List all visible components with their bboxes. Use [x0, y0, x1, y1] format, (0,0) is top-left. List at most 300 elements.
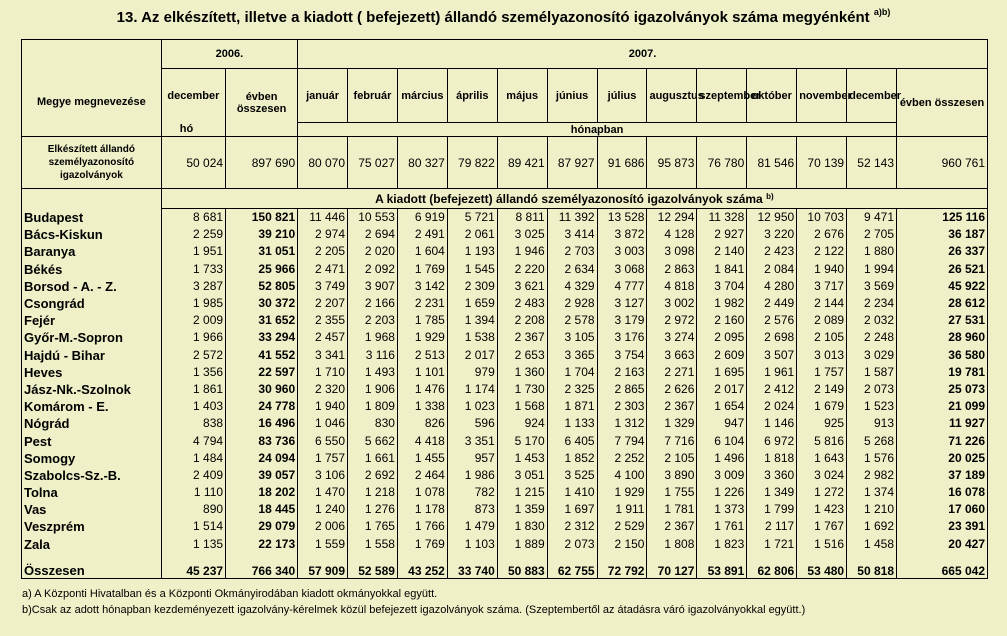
cell-value: 1 046 — [298, 415, 348, 432]
table-row — [22, 518, 988, 535]
cell-value: 5 721 — [447, 209, 497, 227]
cell-value: 1 929 — [597, 484, 647, 501]
cell-value: 1 538 — [447, 329, 497, 346]
cell-value: 3 749 — [298, 278, 348, 295]
cell-value: 913 — [847, 415, 897, 432]
cell-value: 1 697 — [547, 501, 597, 518]
county-name: Vas — [22, 501, 162, 518]
cell-value: 3 116 — [348, 347, 398, 364]
table-row — [22, 295, 988, 312]
cell-value: 3 890 — [647, 467, 697, 484]
header-month-6: július — [597, 69, 647, 123]
cell-value: 2 972 — [647, 312, 697, 329]
cell-value: 26 337 — [897, 243, 988, 260]
cell-value: 3 507 — [747, 347, 797, 364]
cell-value: 3 287 — [161, 278, 225, 295]
cell-value: 2 248 — [847, 329, 897, 346]
table-row — [22, 312, 988, 329]
cell-value: 1 410 — [547, 484, 597, 501]
cell-value: 2 423 — [747, 243, 797, 260]
cell-value: 826 — [397, 415, 447, 432]
cell-value: 3 717 — [797, 278, 847, 295]
cell-value: 3 365 — [547, 347, 597, 364]
cell-value: 1 135 — [161, 536, 225, 553]
cell-value: 62 755 — [547, 553, 597, 579]
county-name: Heves — [22, 364, 162, 381]
cell-value: 8 811 — [497, 209, 547, 227]
cell-value: 1 704 — [547, 364, 597, 381]
cell-value: 2 927 — [697, 226, 747, 243]
cell-value: 2 491 — [397, 226, 447, 243]
cell-value: 1 373 — [697, 501, 747, 518]
table-row — [22, 329, 988, 346]
cell-value: 125 116 — [897, 209, 988, 227]
prepared-value: 87 927 — [547, 137, 597, 189]
footnote-b: b)Csak az adott hónapban kezdeményezett igazolvány-kérelmek közül befejezett igazolványok száma. (Szeptembertől az átadásra váró igazolványokkal együtt.) — [22, 604, 806, 616]
cell-value: 830 — [348, 415, 398, 432]
cell-value: 1 455 — [397, 450, 447, 467]
cell-value: 24 778 — [226, 398, 298, 415]
cell-value: 1 818 — [747, 450, 797, 467]
cell-value: 766 340 — [226, 553, 298, 579]
cell-value: 2 464 — [397, 467, 447, 484]
cell-value: 1 695 — [697, 364, 747, 381]
page-title: 13. Az elkészített, illetve a kiadott ( befejezett) állandó személyazonosító igazolványok száma megyénként $^{a)b)}$ — [116, 7, 891, 26]
cell-value: 2 865 — [597, 381, 647, 398]
cell-value: 1 272 — [797, 484, 847, 501]
cell-value: 665 042 — [897, 553, 988, 579]
table-row — [22, 398, 988, 415]
prepared-value: 95 873 — [647, 137, 697, 189]
cell-value: 1 929 — [397, 329, 447, 346]
cell-value: 1 338 — [397, 398, 447, 415]
cell-value: 1 178 — [397, 501, 447, 518]
cell-value: 957 — [447, 450, 497, 467]
cell-value: 50 883 — [497, 553, 547, 579]
cell-value: 3 179 — [597, 312, 647, 329]
cell-value: 1 516 — [797, 536, 847, 553]
cell-value: 3 105 — [547, 329, 597, 346]
cell-value: 1 940 — [298, 398, 348, 415]
cell-value: 8 681 — [161, 209, 225, 227]
header-month-10: november — [797, 69, 847, 123]
cell-value: 1 476 — [397, 381, 447, 398]
cell-value: 890 — [161, 501, 225, 518]
cell-value: 2 009 — [161, 312, 225, 329]
cell-value: 2 576 — [747, 312, 797, 329]
cell-value: 1 193 — [447, 243, 497, 260]
year-2006-header: 2006. — [161, 40, 297, 69]
issued-header-blank — [22, 189, 162, 209]
cell-value: 39 057 — [226, 467, 298, 484]
cell-value: 4 418 — [397, 432, 447, 449]
county-header: Megye megnevezése — [22, 69, 162, 137]
prepared-value: 76 780 — [697, 137, 747, 189]
cell-value: 33 740 — [447, 553, 497, 579]
cell-value: 1 374 — [847, 484, 897, 501]
cell-value: 11 446 — [298, 209, 348, 227]
cell-value: 2 160 — [697, 312, 747, 329]
cell-value: 2 017 — [447, 347, 497, 364]
cell-value: 25 073 — [897, 381, 988, 398]
cell-value: 1 761 — [697, 518, 747, 535]
cell-value: 9 471 — [847, 209, 897, 227]
cell-value: 1 568 — [497, 398, 547, 415]
cell-value: 782 — [447, 484, 497, 501]
cell-value: 2 020 — [348, 243, 398, 260]
prepared-value: 91 686 — [597, 137, 647, 189]
table-row — [22, 347, 988, 364]
cell-value: 3 569 — [847, 278, 897, 295]
cell-value: 2 259 — [161, 226, 225, 243]
cell-value: 1 809 — [348, 398, 398, 415]
cell-value: 6 550 — [298, 432, 348, 449]
cell-value: 2 095 — [697, 329, 747, 346]
table-row — [22, 415, 988, 432]
cell-value: 1 276 — [348, 501, 398, 518]
cell-value: 22 597 — [226, 364, 298, 381]
cell-value: 1 479 — [447, 518, 497, 535]
cell-value: 27 531 — [897, 312, 988, 329]
table-row — [22, 226, 988, 243]
cell-value: 1 961 — [747, 364, 797, 381]
prepared-value: 50 024 — [161, 137, 225, 189]
cell-value: 1 133 — [547, 415, 597, 432]
cell-value: 16 078 — [897, 484, 988, 501]
county-name: Békés — [22, 261, 162, 278]
cell-value: 2 061 — [447, 226, 497, 243]
cell-value: 2 092 — [348, 261, 398, 278]
cell-value: 2 449 — [747, 295, 797, 312]
cell-value: 1 906 — [348, 381, 398, 398]
cell-value: 36 187 — [897, 226, 988, 243]
cell-value: 873 — [447, 501, 497, 518]
cell-value: 29 079 — [226, 518, 298, 535]
cell-value: 2 117 — [747, 518, 797, 535]
cell-value: 71 226 — [897, 432, 988, 449]
cell-value: 1 785 — [397, 312, 447, 329]
cell-value: 17 060 — [897, 501, 988, 518]
cell-value: 3 024 — [797, 467, 847, 484]
cell-value: 11 328 — [697, 209, 747, 227]
cell-value: 19 781 — [897, 364, 988, 381]
cell-value: 1 360 — [497, 364, 547, 381]
cell-value: 12 950 — [747, 209, 797, 227]
issued-header: A kiadott (befejezett) állandó személyazonosító igazolványok száma $^{b)}$ — [161, 189, 987, 209]
cell-value: 2 024 — [747, 398, 797, 415]
year-2007-header: 2007. — [298, 40, 988, 69]
prepared-label: Elkészített állandó személyazonosító igazolványok — [22, 137, 162, 189]
cell-value: 3 106 — [298, 467, 348, 484]
cell-value: 6 405 — [547, 432, 597, 449]
header-annual-2007: évben összesen — [897, 69, 988, 137]
cell-value: 3 068 — [597, 261, 647, 278]
cell-value: 2 653 — [497, 347, 547, 364]
cell-value: 5 170 — [497, 432, 547, 449]
prepared-value: 960 761 — [897, 137, 988, 189]
cell-value: 26 521 — [897, 261, 988, 278]
cell-value: 1 110 — [161, 484, 225, 501]
cell-value: 3 013 — [797, 347, 847, 364]
county-name: Hajdú - Bihar — [22, 347, 162, 364]
county-name: Csongrád — [22, 295, 162, 312]
table-row — [22, 501, 988, 518]
cell-value: 2 089 — [797, 312, 847, 329]
id-card-table — [21, 39, 988, 579]
cell-value: 1 558 — [348, 536, 398, 553]
table-row — [22, 278, 988, 295]
cell-value: 3 351 — [447, 432, 497, 449]
cell-value: 1 994 — [847, 261, 897, 278]
cell-value: 1 852 — [547, 450, 597, 467]
cell-value: 596 — [447, 415, 497, 432]
cell-value: 2 220 — [497, 261, 547, 278]
cell-value: 150 821 — [226, 209, 298, 227]
cell-value: 3 274 — [647, 329, 697, 346]
cell-value: 1 769 — [397, 536, 447, 553]
cell-value: 3 127 — [597, 295, 647, 312]
header-month-2: március — [397, 69, 447, 123]
prepared-value: 81 546 — [747, 137, 797, 189]
cell-value: 924 — [497, 415, 547, 432]
cell-value: 6 972 — [747, 432, 797, 449]
cell-value: 43 252 — [397, 553, 447, 579]
cell-value: 1 710 — [298, 364, 348, 381]
cell-value: 3 663 — [647, 347, 697, 364]
cell-value: 20 025 — [897, 450, 988, 467]
cell-value: 31 652 — [226, 312, 298, 329]
cell-value: 2 634 — [547, 261, 597, 278]
cell-value: 62 806 — [747, 553, 797, 579]
county-name: Baranya — [22, 243, 162, 260]
cell-value: 2 609 — [697, 347, 747, 364]
cell-value: 1 496 — [697, 450, 747, 467]
cell-value: 1 982 — [697, 295, 747, 312]
cell-value: 1 781 — [647, 501, 697, 518]
county-name: Borsod - A. - Z. — [22, 278, 162, 295]
cell-value: 838 — [161, 415, 225, 432]
header-month-5: június — [547, 69, 597, 123]
county-name: Nógrád — [22, 415, 162, 432]
cell-value: 4 280 — [747, 278, 797, 295]
table-row — [22, 364, 988, 381]
cell-value: 2 166 — [348, 295, 398, 312]
cell-value: 3 176 — [597, 329, 647, 346]
cell-value: 2 073 — [547, 536, 597, 553]
header-month-0: január — [298, 69, 348, 123]
cell-value: 1 423 — [797, 501, 847, 518]
county-name: Fejér — [22, 312, 162, 329]
prepared-value: 70 139 — [797, 137, 847, 189]
cell-value: 979 — [447, 364, 497, 381]
table-row — [22, 484, 988, 501]
cell-value: 3 220 — [747, 226, 797, 243]
cell-value: 2 144 — [797, 295, 847, 312]
cell-value: 1 349 — [747, 484, 797, 501]
prepared-value: 75 027 — [348, 137, 398, 189]
cell-value: 2 529 — [597, 518, 647, 535]
header-annual-2006: évben összesen — [226, 69, 298, 137]
cell-value: 2 471 — [298, 261, 348, 278]
cell-value: 11 392 — [547, 209, 597, 227]
cell-value: 1 823 — [697, 536, 747, 553]
cell-value: 2 626 — [647, 381, 697, 398]
cell-value: 2 694 — [348, 226, 398, 243]
cell-value: 2 252 — [597, 450, 647, 467]
table-row — [22, 209, 988, 227]
cell-value: 2 205 — [298, 243, 348, 260]
cell-value: 13 528 — [597, 209, 647, 227]
cell-value: 1 604 — [397, 243, 447, 260]
county-header-top — [22, 40, 162, 69]
cell-value: 1 940 — [797, 261, 847, 278]
cell-value: 5 662 — [348, 432, 398, 449]
cell-value: 3 525 — [547, 467, 597, 484]
cell-value: 21 099 — [897, 398, 988, 415]
table-row — [22, 243, 988, 260]
cell-value: 2 073 — [847, 381, 897, 398]
cell-value: 53 891 — [697, 553, 747, 579]
cell-value: 72 792 — [597, 553, 647, 579]
cell-value: 2 006 — [298, 518, 348, 535]
cell-value: 1 643 — [797, 450, 847, 467]
cell-value: 2 163 — [597, 364, 647, 381]
cell-value: 2 309 — [447, 278, 497, 295]
header-month-8: szeptember — [697, 69, 747, 123]
cell-value: 1 545 — [447, 261, 497, 278]
cell-value: 1 226 — [697, 484, 747, 501]
county-name: Pest — [22, 432, 162, 449]
cell-value: 23 391 — [897, 518, 988, 535]
cell-value: 2 231 — [397, 295, 447, 312]
cell-value: 2 325 — [547, 381, 597, 398]
cell-value: 1 986 — [447, 467, 497, 484]
prepared-value: 80 070 — [298, 137, 348, 189]
cell-value: 1 733 — [161, 261, 225, 278]
cell-value: 1 841 — [697, 261, 747, 278]
cell-value: 2 032 — [847, 312, 897, 329]
cell-value: 1 215 — [497, 484, 547, 501]
cell-value: 12 294 — [647, 209, 697, 227]
header-ho: hó — [161, 123, 225, 137]
cell-value: 3 098 — [647, 243, 697, 260]
header-month-7: augusztus — [647, 69, 697, 123]
cell-value: 6 919 — [397, 209, 447, 227]
cell-value: 5 816 — [797, 432, 847, 449]
cell-value: 1 146 — [747, 415, 797, 432]
cell-value: 3 003 — [597, 243, 647, 260]
cell-value: 3 051 — [497, 467, 547, 484]
cell-value: 2 017 — [697, 381, 747, 398]
prepared-value: 897 690 — [226, 137, 298, 189]
cell-value: 57 909 — [298, 553, 348, 579]
cell-value: 45 922 — [897, 278, 988, 295]
header-month-4: május — [497, 69, 547, 123]
total-row — [22, 553, 988, 579]
cell-value: 25 966 — [226, 261, 298, 278]
cell-value: 947 — [697, 415, 747, 432]
cell-value: 2 312 — [547, 518, 597, 535]
cell-value: 1 218 — [348, 484, 398, 501]
cell-value: 2 149 — [797, 381, 847, 398]
cell-value: 1 576 — [847, 450, 897, 467]
table-row — [22, 450, 988, 467]
cell-value: 4 794 — [161, 432, 225, 449]
cell-value: 1 871 — [547, 398, 597, 415]
cell-value: 28 612 — [897, 295, 988, 312]
cell-value: 2 150 — [597, 536, 647, 553]
cell-value: 2 367 — [647, 398, 697, 415]
cell-value: 4 777 — [597, 278, 647, 295]
cell-value: 31 051 — [226, 243, 298, 260]
cell-value: 2 705 — [847, 226, 897, 243]
cell-value: 50 818 — [847, 553, 897, 579]
cell-value: 3 621 — [497, 278, 547, 295]
cell-value: 2 982 — [847, 467, 897, 484]
cell-value: 1 830 — [497, 518, 547, 535]
cell-value: 1 359 — [497, 501, 547, 518]
cell-value: 2 572 — [161, 347, 225, 364]
cell-value: 1 470 — [298, 484, 348, 501]
cell-value: 1 458 — [847, 536, 897, 553]
cell-value: 20 427 — [897, 536, 988, 553]
cell-value: 2 203 — [348, 312, 398, 329]
cell-value: 1 174 — [447, 381, 497, 398]
cell-value: 2 105 — [647, 450, 697, 467]
cell-value: 1 911 — [597, 501, 647, 518]
cell-value: 41 552 — [226, 347, 298, 364]
cell-value: 6 104 — [697, 432, 747, 449]
cell-value: 1 946 — [497, 243, 547, 260]
cell-value: 2 457 — [298, 329, 348, 346]
cell-value: 1 769 — [397, 261, 447, 278]
cell-value: 1 966 — [161, 329, 225, 346]
cell-value: 1 329 — [647, 415, 697, 432]
cell-value: 1 755 — [647, 484, 697, 501]
cell-value: 1 765 — [348, 518, 398, 535]
cell-value: 45 237 — [161, 553, 225, 579]
cell-value: 2 234 — [847, 295, 897, 312]
cell-value: 1 721 — [747, 536, 797, 553]
header-honapban: hónapban — [298, 123, 897, 137]
county-name: Bács-Kiskun — [22, 226, 162, 243]
county-name: Szabolcs-Sz.-B. — [22, 467, 162, 484]
cell-value: 18 445 — [226, 501, 298, 518]
cell-value: 28 960 — [897, 329, 988, 346]
cell-value: 3 341 — [298, 347, 348, 364]
cell-value: 1 559 — [298, 536, 348, 553]
cell-value: 1 356 — [161, 364, 225, 381]
cell-value: 4 128 — [647, 226, 697, 243]
county-name: Komárom - E. — [22, 398, 162, 415]
cell-value: 1 514 — [161, 518, 225, 535]
county-name: Összesen — [22, 553, 162, 579]
cell-value: 2 974 — [298, 226, 348, 243]
cell-value: 3 704 — [697, 278, 747, 295]
cell-value: 1 661 — [348, 450, 398, 467]
cell-value: 4 100 — [597, 467, 647, 484]
cell-value: 1 403 — [161, 398, 225, 415]
cell-value: 1 985 — [161, 295, 225, 312]
table-row — [22, 467, 988, 484]
cell-value: 2 863 — [647, 261, 697, 278]
header-month-11: december — [847, 69, 897, 123]
cell-value: 3 142 — [397, 278, 447, 295]
cell-value: 22 173 — [226, 536, 298, 553]
cell-value: 2 355 — [298, 312, 348, 329]
cell-value: 2 084 — [747, 261, 797, 278]
county-name: Budapest — [22, 209, 162, 227]
